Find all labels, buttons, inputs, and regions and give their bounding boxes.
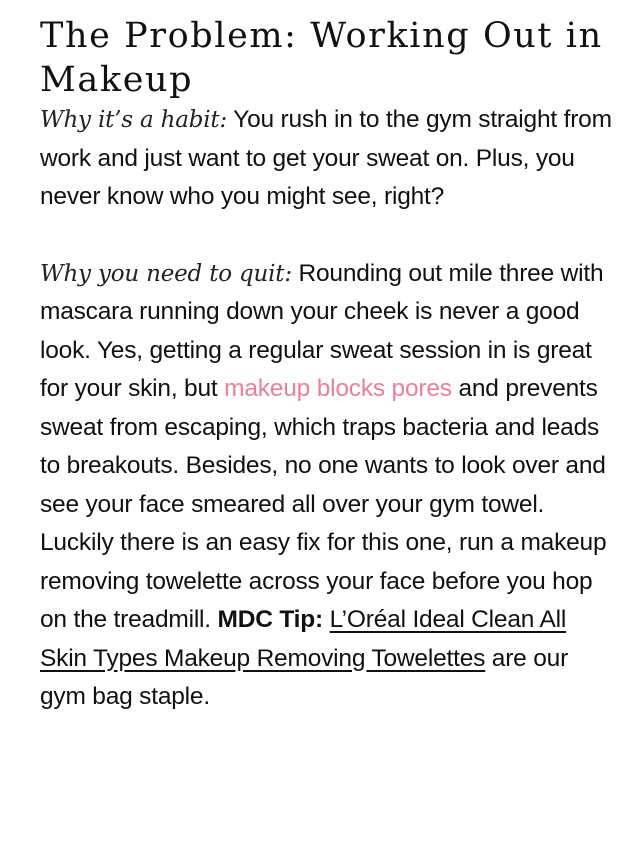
product-link[interactable]: L’Oréal Ideal Clean All Skin Types Makeup Removing Towelettes [40,606,567,672]
mdc-tip-label: MDC Tip: [217,606,323,633]
quit-lead: Why you need to quit: [40,260,292,287]
article [40,14,612,717]
habit-paragraph [40,101,612,217]
quit-text-2: and prevents sweat from escaping, which traps bacteria and leads to breakouts. Besides, no one wants to look over and see your face smeared all over your gym towel. Luckily there is an easy fix for this one, run a makeup removing towelette across your face before you hop on the treadmill. [40,375,607,633]
quit-text-3 [323,606,330,633]
quit-text-1: Rounding out mile three with mascara running down your cheek is never a good look. Yes, getting a regular sweat session in is great for your skin, but [40,259,604,402]
habit-lead: Why it’s a habit: [40,107,228,133]
habit-body: You rush in to the gym straight from work and just want to get your sweat on. Plus, you never know who you might see, right? [40,106,612,210]
quit-text-4: are our gym bag staple. [40,644,569,710]
makeup-blocks-pores-link[interactable]: makeup blocks pores [224,375,452,402]
article-title: The Problem: Working Out in Makeup [40,16,603,100]
quit-paragraph [40,255,612,717]
